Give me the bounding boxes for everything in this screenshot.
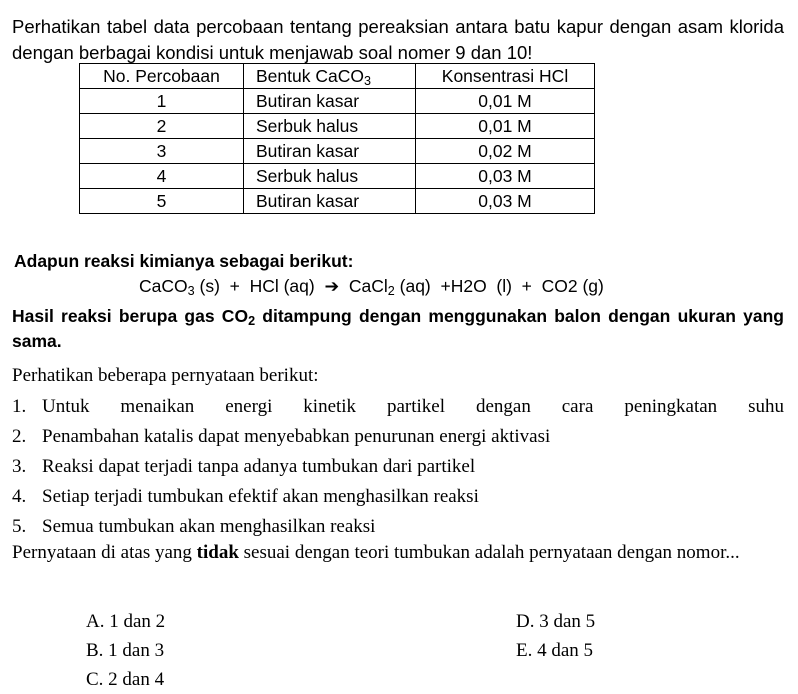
equation-caco-subscript: 3 [187,284,195,299]
equation-cacl-subscript: 2 [387,284,395,299]
question-emphasis: tidak [196,542,239,563]
table-row [80,114,595,139]
list-item [12,452,784,482]
gas-note-before: Hasil reaksi berupa gas CO [12,306,249,326]
option-b[interactable]: B. 1 dan 3 [86,640,165,661]
question-text [12,538,784,567]
cell-bentuk: Serbuk halus [244,164,416,189]
cell-bentuk: Butiran kasar [244,89,416,114]
table-row [80,139,595,164]
cell-no: 5 [80,189,244,214]
statement-number: 2. [12,426,27,447]
statement-text: Penambahan katalis dapat menyebabkan penurunan energi aktivasi [42,426,551,447]
reaction-arrow-icon: ➔ [324,276,340,296]
gas-note-subscript: 2 [248,314,256,329]
cell-no: 2 [80,114,244,139]
header-konsentrasi-hcl: Konsentrasi HCl [416,64,595,89]
header-bentuk-label: Bentuk CaCO [256,66,364,86]
option-a[interactable]: A. 1 dan 2 [86,611,166,632]
statement-text: Semua tumbukan akan menghasilkan reaksi [42,516,376,537]
reaction-heading: Adapun reaksi kimianya sebagai berikut: [14,251,354,271]
cell-konsentrasi: 0,01 M [416,89,595,114]
option-d[interactable]: D. 3 dan 5 [516,611,596,632]
list-item [12,392,784,422]
cell-konsentrasi: 0,03 M [416,189,595,214]
cell-no: 3 [80,139,244,164]
cell-bentuk: Serbuk halus [244,114,416,139]
cell-no: 4 [80,164,244,189]
gas-note-after: ditampung dengan menggunakan balon dengan ukuran yang sama. [12,306,784,351]
cell-konsentrasi: 0,01 M [416,114,595,139]
list-item [12,422,784,452]
table-header-row [80,64,595,89]
cell-bentuk: Butiran kasar [244,139,416,164]
equation-part-2: (aq) +H2O (l) + CO2 (g) [394,276,604,296]
equation-caco: CaCO [139,276,188,296]
statement-text: Untuk menaikan energi kinetik partikel dengan cara peningkatan suhu [42,396,784,417]
header-bentuk-caco3 [244,64,416,89]
cell-no: 1 [80,89,244,114]
list-item [12,482,784,512]
gas-note [12,304,784,354]
table-row [80,189,595,214]
cell-bentuk: Butiran kasar [244,189,416,214]
question-before: Pernyataan di atas yang [12,542,197,563]
question-after: sesuai dengan teori tumbukan adalah pernyataan dengan nomor... [238,542,740,563]
statement-list [12,392,784,542]
equation-cacl: CaCl [339,276,388,296]
statement-number: 5. [12,516,27,537]
statements-intro: Perhatikan beberapa pernyataan berikut: [12,365,319,386]
option-c[interactable]: C. 2 dan 4 [86,669,165,690]
cell-konsentrasi: 0,03 M [416,164,595,189]
equation-part-1: (s) + HCl (aq) [194,276,325,296]
intro-text: Perhatikan tabel data percobaan tentang pereaksian antara batu kapur dengan asam klorida dengan berbagai kondisi untuk menjawab soal nomer 9 dan 10! [12,16,784,63]
statement-text: Reaksi dapat terjadi tanpa adanya tumbukan dari partikel [42,456,476,477]
experiment-table [79,63,595,214]
option-e[interactable]: E. 4 dan 5 [516,640,594,661]
reaction-equation [139,276,604,297]
header-bentuk-subscript: 3 [363,74,371,89]
statement-number: 3. [12,456,27,477]
cell-konsentrasi: 0,02 M [416,139,595,164]
statement-number: 4. [12,486,27,507]
options-left-column [86,607,165,694]
statement-text: Setiap terjadi tumbukan efektif akan menghasilkan reaksi [42,486,479,507]
table-row [80,164,595,189]
options-right-column [516,607,595,665]
table-row [80,89,595,114]
statement-number: 1. [12,396,27,417]
header-no-percobaan: No. Percobaan [80,64,244,89]
